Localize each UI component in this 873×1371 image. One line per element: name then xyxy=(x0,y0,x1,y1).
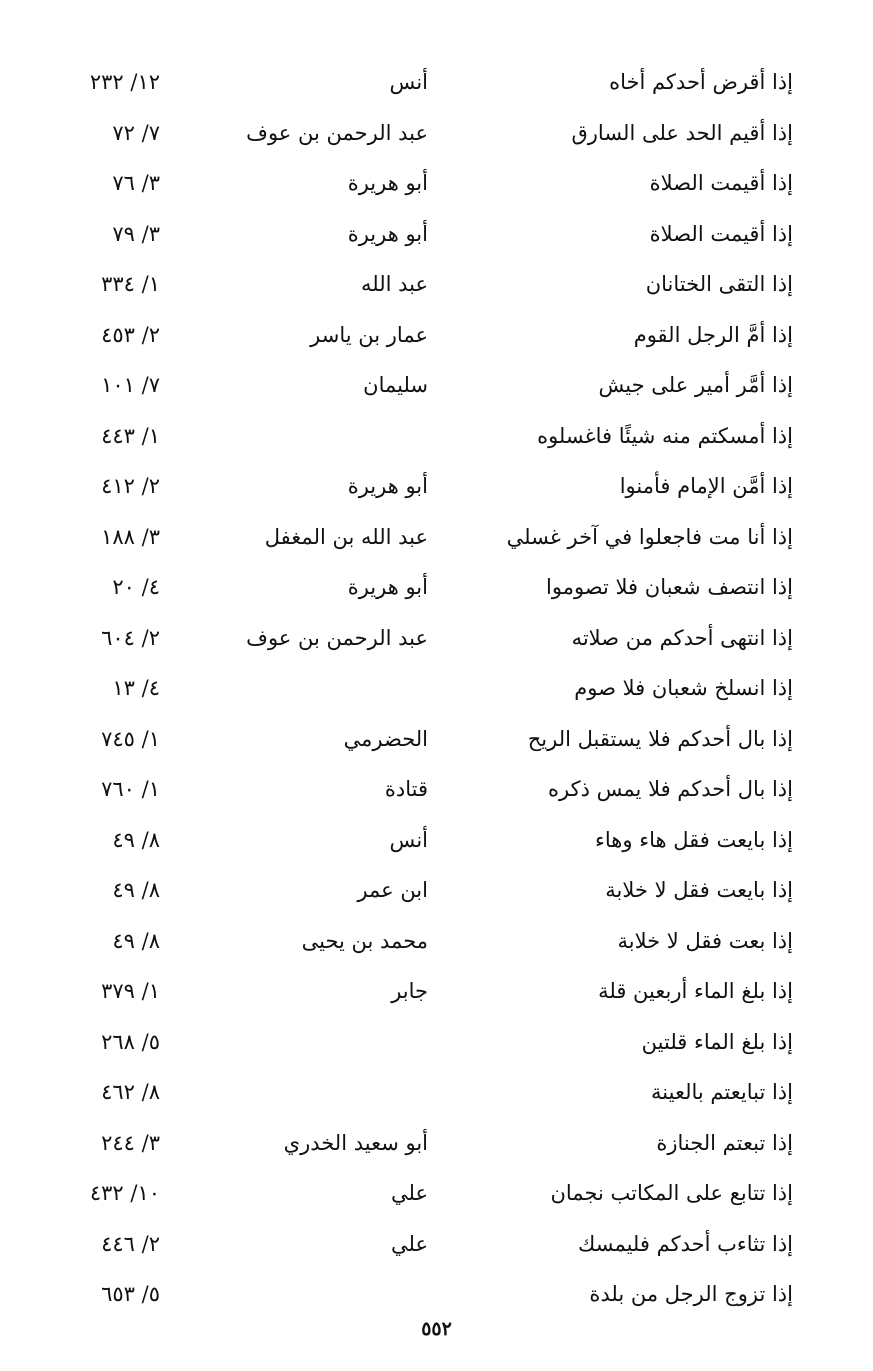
index-row xyxy=(0,311,873,362)
volume-page-ref: ١/ ٧٦٠ xyxy=(101,777,160,801)
hadith-text: إذا بايعت فقل لا خلابة xyxy=(605,878,793,902)
index-row xyxy=(0,1220,873,1271)
index-row xyxy=(0,1018,873,1069)
volume-page-ref: ٣/ ٧٦ xyxy=(112,171,160,195)
narrator-name: عبد الرحمن بن عوف xyxy=(246,120,428,145)
hadith-text: إذا تبعتم الجنازة xyxy=(656,1130,793,1155)
hadith-text: إذا انتهى أحدكم من صلاته xyxy=(571,625,793,650)
volume-page-ref: ٨/ ٤٦٢ xyxy=(101,1080,160,1104)
index-row xyxy=(0,462,873,513)
index-row xyxy=(0,159,873,210)
narrator-name: جابر xyxy=(391,979,428,1003)
index-row xyxy=(0,361,873,412)
volume-page-ref: ٣/ ٢٤٤ xyxy=(101,1130,160,1155)
hadith-text: إذا تتابع على المكاتب نجمان xyxy=(550,1181,793,1205)
volume-page-ref: ٨/ ٤٩ xyxy=(112,928,160,953)
index-row xyxy=(0,664,873,715)
narrator-name: عبد الرحمن بن عوف xyxy=(246,625,428,650)
hadith-text: إذا أقيمت الصلاة xyxy=(649,221,793,246)
index-row xyxy=(0,1169,873,1220)
narrator-name: عبد الله بن المغفل xyxy=(264,524,428,549)
hadith-text: إذا تثاءب أحدكم فليمسك xyxy=(578,1231,793,1256)
index-row xyxy=(0,1119,873,1170)
volume-page-ref: ١٠/ ٤٣٢ xyxy=(89,1181,160,1205)
volume-page-ref: ٢/ ٦٠٤ xyxy=(101,625,160,650)
hadith-text: إذا أمَّن الإمام فأمنوا xyxy=(619,474,793,498)
narrator-name: أبو هريرة xyxy=(347,171,428,195)
volume-page-ref: ٧/ ٧٢ xyxy=(112,120,160,145)
volume-page-ref: ٥/ ٢٦٨ xyxy=(101,1029,160,1054)
hadith-text: إذا أمَّ الرجل القوم xyxy=(633,322,793,347)
hadith-text: إذا بايعت فقل هاء وهاء xyxy=(595,827,793,852)
volume-page-ref: ١٢/ ٢٣٢ xyxy=(89,70,160,94)
volume-page-ref: ١/ ٧٤٥ xyxy=(101,726,160,751)
index-row xyxy=(0,210,873,261)
index-row xyxy=(0,109,873,160)
hadith-text: إذا أنا مت فاجعلوا في آخر غسلي xyxy=(506,524,793,549)
narrator-name: أبو هريرة xyxy=(347,221,428,246)
index-row xyxy=(0,1270,873,1321)
index-row xyxy=(0,513,873,564)
volume-page-ref: ٧/ ١٠١ xyxy=(101,373,160,397)
index-row xyxy=(0,917,873,968)
hadith-text: إذا بلغ الماء قلتين xyxy=(641,1029,793,1054)
hadith-text: إذا انتصف شعبان فلا تصوموا xyxy=(546,575,793,599)
index-row xyxy=(0,715,873,766)
volume-page-ref: ٢/ ٤٤٦ xyxy=(101,1231,160,1256)
volume-page-ref: ٣/ ١٨٨ xyxy=(101,524,160,549)
volume-page-ref: ٢/ ٤١٢ xyxy=(101,474,160,498)
volume-page-ref: ٨/ ٤٩ xyxy=(112,878,160,902)
hadith-text: إذا بال أحدكم فلا يمس ذكره xyxy=(548,777,793,801)
hadith-text: إذا تبايعتم بالعينة xyxy=(651,1080,793,1104)
index-row xyxy=(0,765,873,816)
volume-page-ref: ٢/ ٤٥٣ xyxy=(101,322,160,347)
narrator-name: قتادة xyxy=(384,777,428,801)
volume-page-ref: ١/ ٤٤٣ xyxy=(101,423,160,448)
index-row xyxy=(0,58,873,109)
hadith-text: إذا بال أحدكم فلا يستقبل الريح xyxy=(527,726,793,751)
hadith-text: إذا أقرض أحدكم أخاه xyxy=(609,70,793,94)
index-row xyxy=(0,412,873,463)
index-row xyxy=(0,816,873,867)
index-row xyxy=(0,866,873,917)
narrator-name: أبو هريرة xyxy=(347,575,428,599)
hadith-index-list xyxy=(0,58,873,1321)
index-row xyxy=(0,614,873,665)
index-row xyxy=(0,967,873,1018)
volume-page-ref: ١/ ٣٧٩ xyxy=(101,979,160,1003)
index-row xyxy=(0,1068,873,1119)
hadith-text: إذا أمسكتم منه شيئًا فاغسلوه xyxy=(537,423,793,448)
narrator-name: علي xyxy=(391,1231,428,1256)
index-row xyxy=(0,563,873,614)
narrator-name: ابن عمر xyxy=(357,878,428,902)
hadith-text: إذا التقى الختانان xyxy=(645,272,793,296)
narrator-name: أبو سعيد الخدري xyxy=(283,1130,428,1155)
volume-page-ref: ١/ ٣٣٤ xyxy=(101,272,160,296)
narrator-name: محمد بن يحيى xyxy=(301,928,428,953)
page-number: ٥٥٢ xyxy=(421,1318,452,1340)
volume-page-ref: ٣/ ٧٩ xyxy=(112,221,160,246)
narrator-name: سليمان xyxy=(363,373,428,397)
narrator-name: عمار بن ياسر xyxy=(310,322,428,347)
hadith-text: إذا بعت فقل لا خلابة xyxy=(617,928,793,953)
volume-page-ref: ٥/ ٦٥٣ xyxy=(101,1282,160,1306)
narrator-name: عبد الله xyxy=(360,272,428,296)
hadith-text: إذا تزوج الرجل من بلدة xyxy=(589,1282,793,1306)
hadith-text: إذا أقيمت الصلاة xyxy=(649,171,793,195)
narrator-name: علي xyxy=(391,1181,428,1205)
index-row xyxy=(0,260,873,311)
narrator-name: أنس xyxy=(389,827,428,852)
volume-page-ref: ٨/ ٤٩ xyxy=(112,827,160,852)
volume-page-ref: ٤/ ٢٠ xyxy=(112,575,160,599)
hadith-text: إذا أمَّر أمير على جيش xyxy=(598,373,793,397)
hadith-text: إذا أقيم الحد على السارق xyxy=(571,120,793,145)
narrator-name: أبو هريرة xyxy=(347,474,428,498)
hadith-text: إذا بلغ الماء أربعين قلة xyxy=(598,979,793,1003)
volume-page-ref: ٤/ ١٣ xyxy=(112,676,160,700)
hadith-text: إذا انسلخ شعبان فلا صوم xyxy=(574,676,793,700)
narrator-name: الحضرمي xyxy=(343,726,428,751)
narrator-name: أنس xyxy=(389,70,428,94)
